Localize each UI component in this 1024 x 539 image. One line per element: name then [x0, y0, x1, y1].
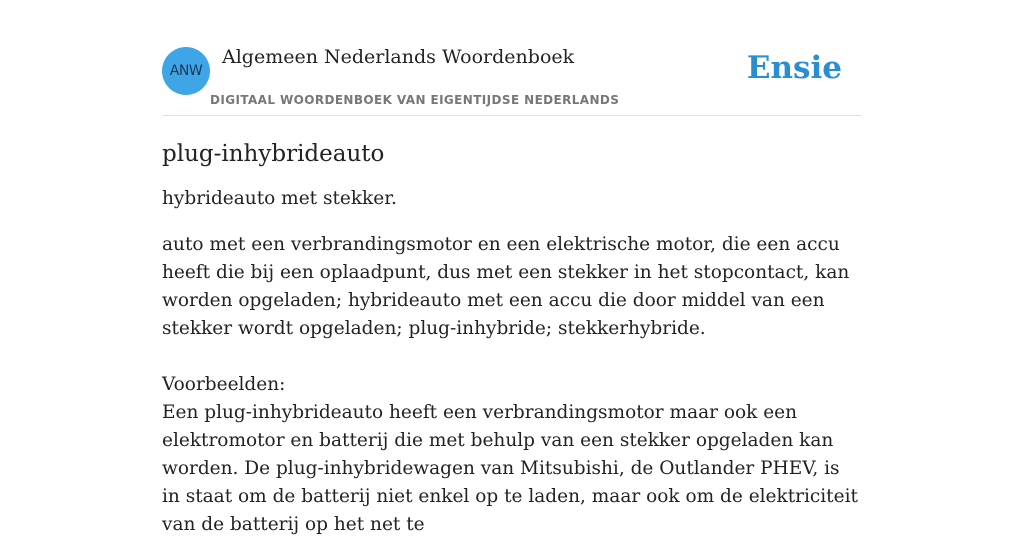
dictionary-subtitle: DIGITAAL WOORDENBOEK VAN EIGENTIJDSE NEDERLANDS [210, 93, 620, 107]
logo-text: ANW [169, 63, 203, 79]
examples-label: Voorbeelden: [162, 374, 286, 395]
anw-logo[interactable] [162, 47, 210, 95]
short-definition: hybrideauto met stekker. [162, 188, 397, 209]
dictionary-title[interactable]: Algemeen Nederlands Woordenboek [222, 46, 575, 68]
entry-content [162, 136, 862, 539]
long-definition: auto met een verbrandingsmotor en een elektrische motor, die een accu heeft die bij een oplaadpunt, dus met een stekker in het stopcontact, kan worden opgeladen; hybrideauto met een accu die door middel van een stekker wordt opgeladen; plug-inhybride; stekkerhybride. [162, 234, 850, 339]
ensie-brand-link[interactable]: Ensie [746, 50, 842, 86]
examples-text: Een plug-inhybrideauto heeft een verbrandingsmotor maar ook een elektromotor en batterij die met behulp van een stekker opgeladen kan worden. De plug-inhybridewagen van Mitsubishi, de Outlander PHEV, is in staat om de batterij niet enkel op te laden, maar ook om de elektriciteit van de batterij op het net te [162, 402, 858, 535]
headword: plug-inhybrideauto [162, 141, 385, 167]
site-header [162, 0, 862, 116]
